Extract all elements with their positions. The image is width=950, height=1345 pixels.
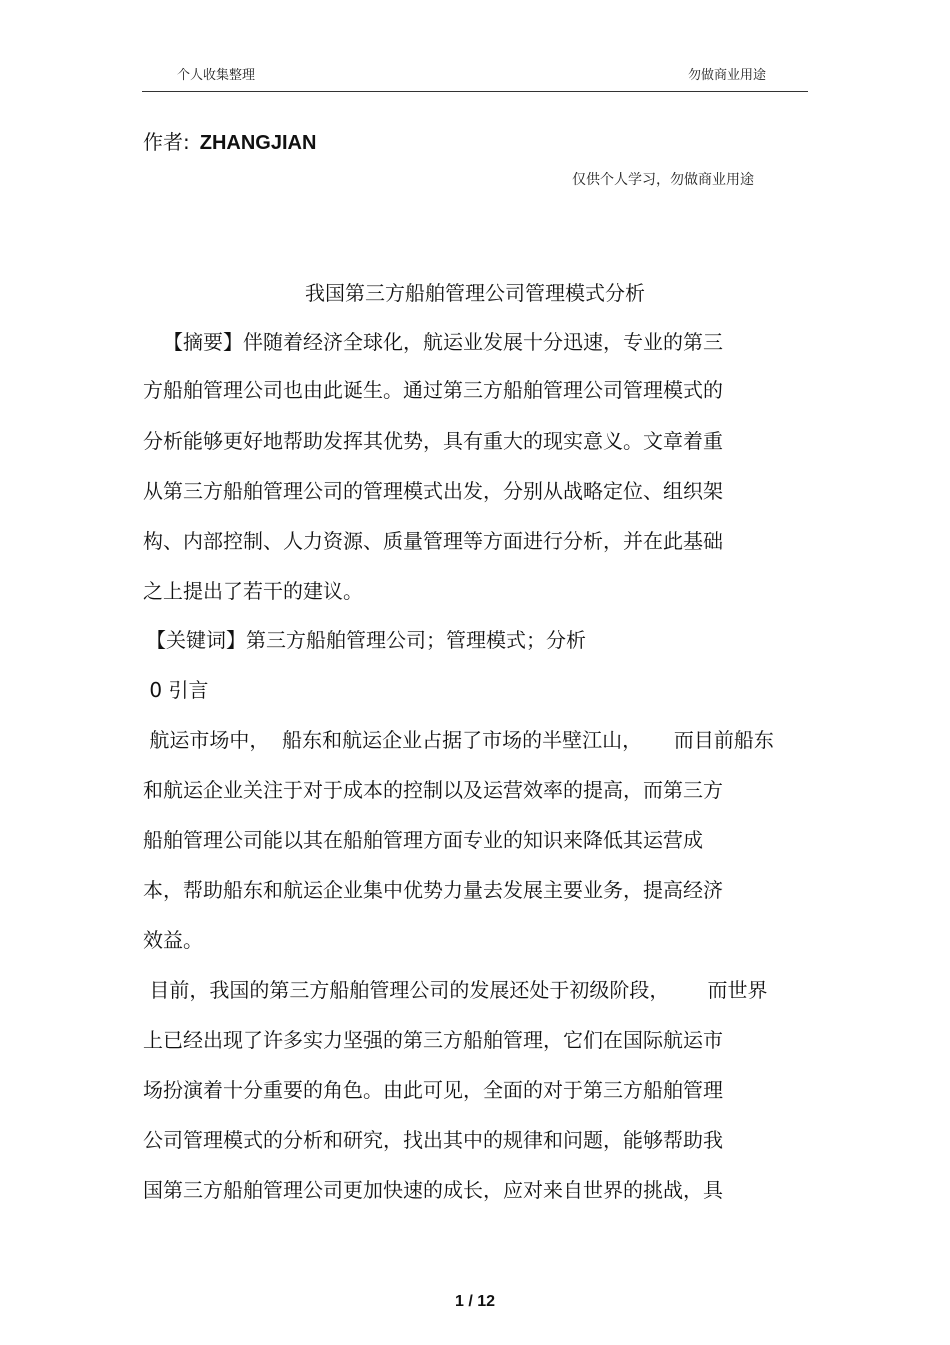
body-line: 和航运企业关注于对于成本的控制以及运营效率的提高，而第三方 [143,778,723,802]
body-line: 【关键词】第三方船舶管理公司；管理模式；分析 [146,628,586,652]
header-left-text: 个人收集整理 [177,68,256,83]
header-right-text: 勿做商业用途 [688,68,767,83]
body-line: 公司管理模式的分析和研究，找出其中的规律和问题，能够帮助我 [143,1128,723,1152]
body-line: 船舶管理公司能以其在船舶管理方面专业的知识来降低其运营成 [143,828,703,852]
usage-note: 仅供个人学习，勿做商业用途 [572,172,754,188]
body-line: 构、内部控制、人力资源、质量管理等方面进行分析，并在此基础 [143,529,723,553]
author-name: ZHANGJIAN [199,132,317,154]
body-line: 【摘要】伴随着经济全球化，航运业发展十分迅速，专业的第三 [163,330,723,354]
body-line: 国第三方船舶管理公司更加快速的成长，应对来自世界的挑战，具 [143,1178,723,1202]
body-line: 效益。 [143,928,203,952]
body-line: 之上提出了若干的建议。 [143,579,363,603]
body-line: 航运市场中， 船东和航运企业占据了市场的半壁江山， 而目前船东 [143,728,774,752]
body-line: 上已经出现了许多实力坚强的第三方船舶管理，它们在国际航运市 [143,1028,723,1052]
body-line: 从第三方船舶管理公司的管理模式出发，分别从战略定位、组织架 [143,479,723,503]
body-line: 场扮演着十分重要的角色。由此可见，全面的对于第三方船舶管理 [143,1078,723,1102]
document-title: 我国第三方船舶管理公司管理模式分析 [305,281,645,305]
body-line: 方船舶管理公司也由此诞生。通过第三方船舶管理公司管理模式的 [143,378,723,402]
section-heading: 0 引言 [143,678,209,702]
body-line: 目前，我国的第三方船舶管理公司的发展还处于初级阶段， 而世界 [143,978,768,1002]
author-label: 作者: [143,130,190,154]
header-divider [142,91,808,92]
author-line [143,128,316,157]
body-line: 本，帮助船东和航运企业集中优势力量去发展主要业务，提高经济 [143,878,723,902]
page-number: 1 / 12 [454,1293,496,1310]
body-line: 分析能够更好地帮助发挥其优势，具有重大的现实意义。文章着重 [143,429,723,453]
